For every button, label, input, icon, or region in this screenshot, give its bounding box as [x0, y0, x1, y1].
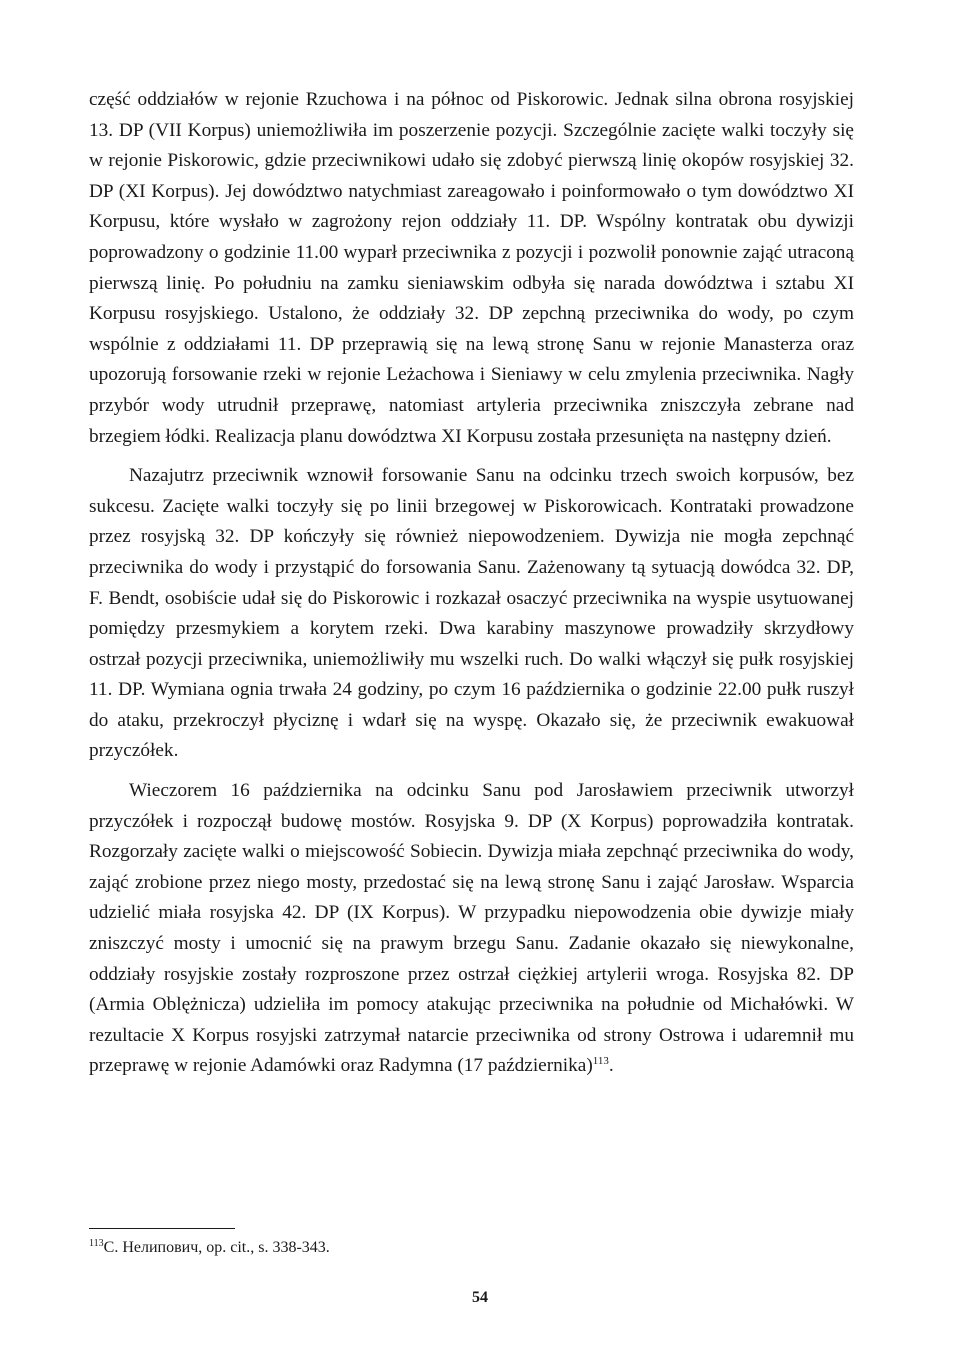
footnote-number: 113	[89, 1238, 104, 1249]
footnote	[89, 1238, 330, 1258]
footnote-reference[interactable]: 113	[592, 1055, 609, 1068]
paragraph-3-tail: .	[608, 1055, 614, 1077]
body-text	[89, 85, 854, 1082]
footnote-separator	[89, 1228, 235, 1229]
paragraph-2: Nazajutrz przeciwnik wznowił forsowanie Sanu na odcinku trzech swoich korpusów, bez sukcesu. Zacięte walki toczyły się po linii brzegowej w Piskorowicach. Kontrataki prowadzone przez rosyjską 32. DP kończyły się również niepowodzeniem. Dywizja nie mogła zepchnąć przeciwnika do wody i przystąpić do forsowania Sanu. Zażenowany tą sytuacją dowódca 32. DP, F. Bendt, osobiście udał się do Piskorowic i rozkazał osaczyć przeciwnika na wyspie usytuowanej pomiędzy przesmykiem a korytem rzeki. Dwa karabiny maszynowe prowadziły skrzydłowy ostrzał pozycji przeciwnika, uniemożliwiły mu wszelki ruch. Do walki włączył się pułk rosyjskiej 11. DP. Wymiana ognia trwała 24 godziny, po czym 16 października o godzinie 22.00 pułk ruszył do ataku, przekroczył płyciznę i wdarł się na wyspę. Okazało się, że przeciwnik ewakuował przyczółek.	[89, 465, 854, 762]
paragraph-3	[89, 776, 854, 1082]
paragraph-3-text: Wieczorem 16 października na odcinku Sanu pod Jarosławiem przeciwnik utworzył przyczółek i rozpoczął budowę mostów. Rosyjska 9. DP (X Korpus) poprowadziła kontratak. Rozgorzały zacięte walki o miejscowość Sobiecin. Dywizja miała zepchnąć przeciwnika do wody, zająć zrobione przez niego mosty, przedostać się na lewą stronę Sanu i zająć Jarosław. Wsparcia udzielić miała rosyjska 42. DP (IX Korpus). W przypadku niepowodzenia obie dywizje miały zniszczyć mosty i umocnić się na prawym brzegu Sanu. Zadanie okazało się niewykonalne, oddziały rosyjskie zostały rozproszone przez ostrzał ciężkiej artylerii wroga. Rosyjska 82. DP (Armia Oblężnicza) udzieliła im pomocy atakując przeciwnika na południe od Michałówki. W rezultacie X Korpus rosyjski zatrzymał natarcie przeciwnika od strony Ostrowa i udaremnił mu przeprawę w rejonie Adamówki oraz Radymna (17 października)	[89, 780, 854, 1077]
footnote-text: С. Нелипович, op. cit., s. 338-343.	[103, 1239, 330, 1256]
page-number: 54	[472, 1289, 488, 1306]
paragraph-1: część oddziałów w rejonie Rzuchowa i na północ od Piskorowic. Jednak silna obrona rosyjskiej 13. DP (VII Korpus) uniemożliwiła im poszerzenie pozycji. Szczególnie zacięte walki toczyły się w rejonie Piskorowic, gdzie przeciwnikowi udało się zdobyć pierwszą linię okopów rosyjskiej 32. DP (XI Korpus). Jej dowództwo natychmiast zareagowało i poinformowało o tym dowództwo XI Korpusu, które wysłało w zagrożony rejon oddziały 11. DP. Wspólny kontratak obu dywizji poprowadzony o godzinie 11.00 wyparł przeciwnika z pozycji i pozwolił ponownie zająć utraconą pierwszą linię. Po południu na zamku sieniawskim odbyła się narada dowództwa i sztabu XI Korpusu rosyjskiego. Ustalono, że oddziały 32. DP zepchną przeciwnika do wody, po czym wspólnie z oddziałami 11. DP przeprawią się na lewą stronę Sanu w rejonie Manasterza oraz upozorują forsowanie rzeki w rejonie Leżachowa i Sieniawy w celu zmylenia przeciwnika. Nagły przybór wody utrudnił przeprawę, natomiast artyleria przeciwnika zniszczyła zebrane nad brzegiem łódki. Realizacja planu dowództwa XI Korpusu została przesunięta na następny dzień.	[89, 89, 854, 447]
